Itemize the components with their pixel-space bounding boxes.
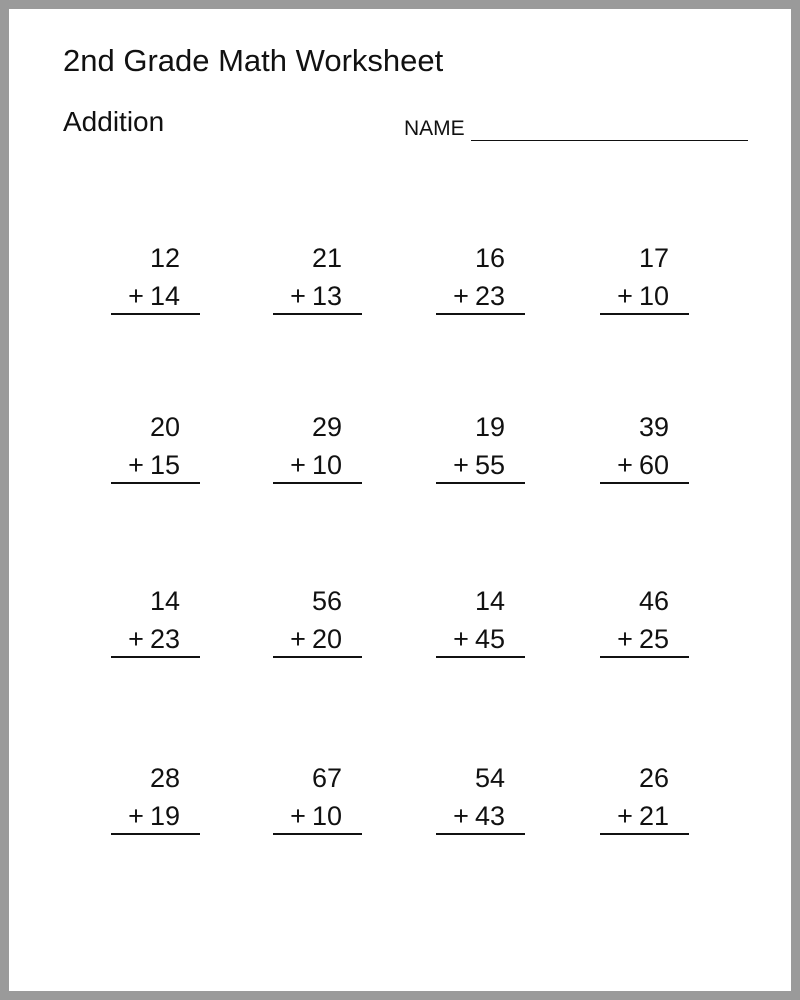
answer-line[interactable] [600, 313, 689, 315]
addend-bottom-row [128, 623, 180, 655]
name-label: NAME [404, 117, 465, 140]
addend-top: 39 [638, 412, 669, 442]
answer-line[interactable] [436, 313, 525, 315]
addition-problem [273, 585, 362, 657]
addend-bottom-row [617, 280, 669, 312]
addition-problem [111, 762, 200, 834]
addend-bottom-row [290, 623, 342, 655]
addend-bottom: 20 [311, 624, 342, 654]
answer-line[interactable] [273, 482, 362, 484]
addend-bottom-row [617, 449, 669, 481]
addend-top: 17 [638, 243, 669, 273]
answer-line[interactable] [273, 833, 362, 835]
addend-top: 21 [311, 243, 342, 273]
plus-sign: + [290, 624, 306, 654]
worksheet-title: 2nd Grade Math Worksheet [63, 43, 444, 78]
addend-bottom: 13 [311, 281, 342, 311]
plus-sign: + [617, 801, 633, 831]
answer-line[interactable] [111, 656, 200, 658]
problem-grid [9, 9, 791, 991]
addend-bottom-row [453, 800, 505, 832]
addend-bottom-row [453, 623, 505, 655]
answer-line[interactable] [111, 313, 200, 315]
answer-line[interactable] [436, 833, 525, 835]
addend-bottom: 55 [474, 450, 505, 480]
answer-line[interactable] [600, 482, 689, 484]
addend-bottom-row [453, 280, 505, 312]
plus-sign: + [128, 624, 144, 654]
addition-problem [111, 411, 200, 483]
addend-top: 26 [638, 763, 669, 793]
answer-line[interactable] [600, 833, 689, 835]
addend-bottom-row [290, 280, 342, 312]
plus-sign: + [617, 281, 633, 311]
plus-sign: + [453, 801, 469, 831]
addend-bottom: 60 [638, 450, 669, 480]
addend-top: 14 [474, 586, 505, 616]
addend-bottom-row [617, 800, 669, 832]
addend-top: 28 [149, 763, 180, 793]
answer-line[interactable] [436, 482, 525, 484]
addend-top: 19 [474, 412, 505, 442]
addend-bottom-row [128, 280, 180, 312]
addend-bottom: 45 [474, 624, 505, 654]
plus-sign: + [128, 281, 144, 311]
addend-top: 46 [638, 586, 669, 616]
addend-bottom: 10 [311, 450, 342, 480]
answer-line[interactable] [273, 656, 362, 658]
addition-problem [436, 762, 525, 834]
addend-top: 14 [149, 586, 180, 616]
addend-bottom: 19 [149, 801, 180, 831]
answer-line[interactable] [111, 833, 200, 835]
addend-top: 29 [311, 412, 342, 442]
addend-top: 20 [149, 412, 180, 442]
addition-problem [273, 242, 362, 314]
answer-line[interactable] [273, 313, 362, 315]
addition-problem [436, 411, 525, 483]
answer-line[interactable] [600, 656, 689, 658]
worksheet-subtitle: Addition [63, 106, 165, 137]
addition-problem [600, 762, 689, 834]
plus-sign: + [453, 281, 469, 311]
addend-bottom: 15 [149, 450, 180, 480]
addition-problem [600, 411, 689, 483]
addend-bottom: 10 [311, 801, 342, 831]
addend-top: 56 [311, 586, 342, 616]
addend-bottom-row [290, 449, 342, 481]
plus-sign: + [128, 450, 144, 480]
addend-bottom: 25 [638, 624, 669, 654]
addition-problem [111, 242, 200, 314]
answer-line[interactable] [436, 656, 525, 658]
addend-bottom: 21 [638, 801, 669, 831]
addition-problem [273, 411, 362, 483]
plus-sign: + [617, 624, 633, 654]
plus-sign: + [290, 801, 306, 831]
plus-sign: + [453, 624, 469, 654]
answer-line[interactable] [111, 482, 200, 484]
plus-sign: + [128, 801, 144, 831]
addend-top: 12 [149, 243, 180, 273]
plus-sign: + [617, 450, 633, 480]
addend-bottom: 23 [474, 281, 505, 311]
addend-bottom: 14 [149, 281, 180, 311]
addend-bottom-row [617, 623, 669, 655]
plus-sign: + [453, 450, 469, 480]
plus-sign: + [290, 450, 306, 480]
addition-problem [436, 585, 525, 657]
addend-top: 54 [474, 763, 505, 793]
addend-bottom-row [453, 449, 505, 481]
addend-top: 16 [474, 243, 505, 273]
addend-top: 67 [311, 763, 342, 793]
addend-bottom-row [290, 800, 342, 832]
addend-bottom: 23 [149, 624, 180, 654]
addend-bottom-row [128, 449, 180, 481]
addition-problem [436, 242, 525, 314]
addend-bottom: 43 [474, 801, 505, 831]
addend-bottom-row [128, 800, 180, 832]
addition-problem [273, 762, 362, 834]
addition-problem [111, 585, 200, 657]
plus-sign: + [290, 281, 306, 311]
addend-bottom: 10 [638, 281, 669, 311]
addition-problem [600, 585, 689, 657]
addition-problem [600, 242, 689, 314]
